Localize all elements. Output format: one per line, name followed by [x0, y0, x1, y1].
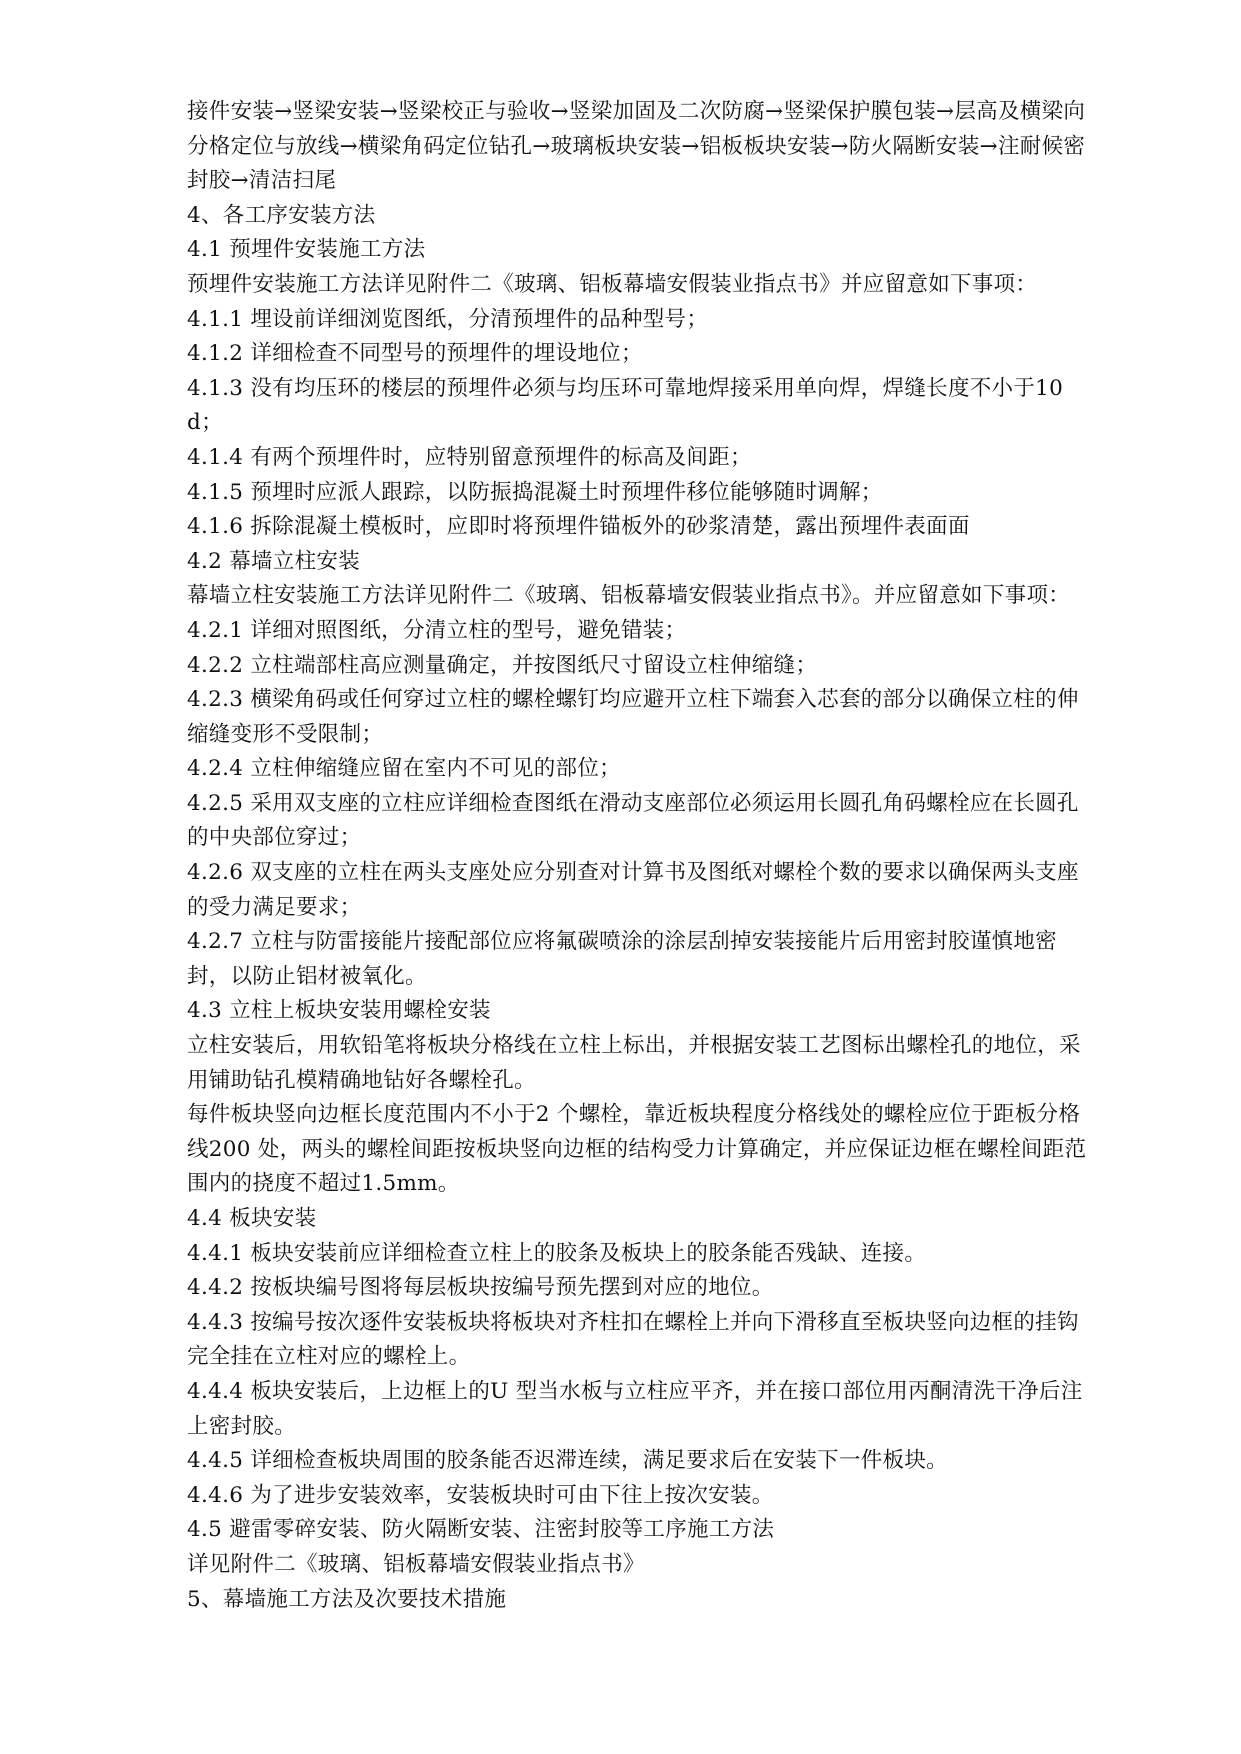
item-4-2-4: 4.2.4 立柱伸缩缝应留在室内不可见的部位； [187, 756, 621, 782]
item-4-1-6: 4.1.6 拆除混凝土模板时，应即时将预埋件锚板外的砂浆清楚，露出预埋件表面面 [187, 514, 970, 540]
item-4-4-2: 4.4.2 按板块编号图将每层板块按编号预先摆到对应的地位。 [187, 1275, 774, 1301]
item-4-4-4: 4.4.4 板块安装后，上边框上的U 型当水板与立柱应平齐，并在接口部位用丙酮清洗干净后注上密封胶。 [187, 1378, 1083, 1439]
item-4-2-2: 4.2.2 立柱端部柱高应测量确定，并按图纸尺寸留设立柱伸缩缝； [187, 652, 818, 678]
section-heading-4: 4、各工序安装方法 [187, 202, 376, 228]
item-4-2-1: 4.2.1 详细对照图纸，分清立柱的型号，避免错装； [187, 617, 687, 643]
paragraph-4-3-b: 每件板块竖向边框长度范围内不小于2 个螺栓，靠近板块程度分格线处的螺栓应位于距板分格线200 处，两头的螺栓间距按板块竖向边框的结构受力计算确定，并应保证边框在螺栓间距范围内的挠度不超过1.5mm。 [187, 1102, 1087, 1197]
subsection-heading-4-5: 4.5 避雷零碎安装、防火隔断安装、注密封胶等工序施工方法 [187, 1517, 775, 1543]
process-flow-paragraph: 接件安装→竖梁安装→竖梁校正与验收→竖梁加固及二次防腐→竖梁保护膜包装→层高及横梁向分格定位与放线→横梁角码定位钻孔→玻璃板块安装→铝板板块安装→防火隔断安装→注耐候密封胶→清洁扫尾 [187, 99, 1086, 194]
item-4-2-3: 4.2.3 横梁角码或任何穿过立柱的螺栓螺钉均应避开立柱下端套入芯套的部分以确保立柱的伸缩缝变形不受限制； [187, 687, 1079, 747]
item-4-4-6: 4.4.6 为了进步安装效率，安装板块时可由下往上按次安装。 [187, 1482, 774, 1508]
item-4-1-2: 4.1.2 详细检查不同型号的预埋件的埋设地位； [187, 341, 643, 367]
item-4-1-5: 4.1.5 预埋时应派人跟踪，以防振捣混凝土时预埋件移位能够随时调解； [187, 479, 883, 505]
subsection-heading-4-2: 4.2 幕墙立柱安装 [187, 548, 361, 574]
subsection-heading-4-4: 4.4 板块安装 [187, 1206, 317, 1231]
paragraph-4-1-intro: 预埋件安装施工方法详见附件二《玻璃、铝板幕墙安假装业指点书》并应留意如下事项： [187, 271, 1038, 297]
paragraph-4-5: 详见附件二《玻璃、铝板幕墙安假装业指点书》 [187, 1551, 645, 1577]
item-4-1-4: 4.1.4 有两个预埋件时，应特别留意预埋件的标高及间距； [187, 444, 752, 470]
paragraph-4-3-a: 立柱安装后，用软铅笔将板块分格线在立柱上标出，并根据安装工艺图标出螺栓孔的地位，采用铺助钻孔模精确地钻好各螺栓孔。 [187, 1033, 1081, 1093]
item-4-1-3: 4.1.3 没有均压环的楼层的预埋件必须与均压环可靠地焊接采用单向焊，焊缝长度不小于10d； [187, 375, 1064, 436]
section-heading-5: 5、幕墙施工方法及次要技术措施 [187, 1586, 507, 1612]
item-4-2-7: 4.2.7 立柱与防雷接能片接配部位应将氟碳喷涂的涂层刮掉安装接能片后用密封胶谨慎地密封，以防止铝材被氧化。 [187, 929, 1057, 989]
item-4-1-1: 4.1.1 埋设前详细浏览图纸，分清预埋件的品种型号； [187, 306, 709, 332]
item-4-4-3: 4.4.3 按编号按次逐件安装板块将板块对齐柱扣在螺栓上并向下滑移直至板块竖向边框的挂钩完全挂在立柱对应的螺栓上。 [187, 1309, 1079, 1370]
item-4-2-6: 4.2.6 双支座的立柱在两头支座处应分别查对计算书及图纸对螺栓个数的要求以确保两头支座的受力满足要求； [187, 860, 1079, 920]
paragraph-4-2-intro: 幕墙立柱安装施工方法详见附件二《玻璃、铝板幕墙安假装业指点书》。并应留意如下事项： [187, 583, 1071, 609]
subsection-heading-4-3: 4.3 立柱上板块安装用螺栓安装 [187, 998, 491, 1024]
document-body [187, 95, 1087, 1617]
item-4-4-1: 4.4.1 板块安装前应详细检查立柱上的胶条及板块上的胶条能否残缺、连接。 [187, 1240, 927, 1266]
item-4-2-5: 4.2.5 采用双支座的立柱应详细检查图纸在滑动支座部位必须运用长圆孔角码螺栓应在长圆孔的中央部位穿过； [187, 790, 1079, 851]
subsection-heading-4-1: 4.1 预埋件安装施工方法 [187, 237, 426, 263]
item-4-4-5: 4.4.5 详细检查板块周围的胶条能否迟滞连续，满足要求后在安装下一件板块。 [187, 1448, 948, 1474]
